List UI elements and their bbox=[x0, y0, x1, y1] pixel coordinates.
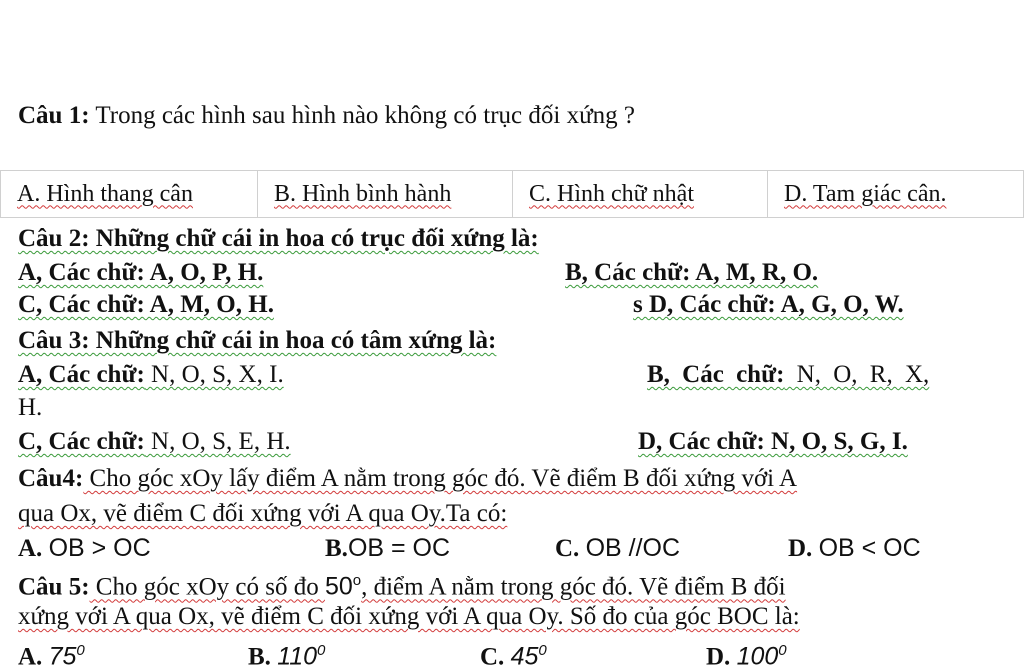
question-5-line-1: Câu 5: Cho góc xOy có số đo 50$^o$, điểm A nằm trong góc đó. Vẽ điểm B đối bbox=[18, 572, 786, 601]
question-1-options-table bbox=[0, 170, 1024, 218]
q3-option-b-continued: H. bbox=[18, 394, 43, 421]
q3-option-a: A, Các chữ: N, O, S, X, I. bbox=[18, 361, 284, 388]
q4-option-b: B.OB = OC bbox=[325, 534, 451, 562]
question-5-number: Câu 5: bbox=[18, 573, 90, 601]
q3-option-b: B, Các chữ: N, O, R, X, bbox=[647, 361, 930, 388]
q5-option-c: C. $45^0$ bbox=[480, 642, 547, 671]
q1-option-d: D. Tam giác cân. bbox=[768, 171, 1024, 218]
q2-option-d: s D, Các chữ: A, G, O, W. bbox=[633, 291, 904, 318]
q2-option-a: A, Các chữ: A, O, P, H. bbox=[18, 259, 264, 286]
q5-option-d: D. $100^0$ bbox=[706, 642, 787, 671]
question-5-line-2: xứng với A qua Ox, vẽ điểm C đối xứng với A qua Oy. Số đo của góc BOC là: bbox=[18, 603, 800, 630]
q5-option-b: B. $110^0$ bbox=[248, 642, 326, 671]
question-4-number: Câu4: bbox=[18, 465, 84, 492]
q4-option-a: A. OB > OC bbox=[18, 534, 151, 562]
angle-measure: 50 bbox=[324, 572, 353, 601]
q3-option-d: D, Các chữ: N, O, S, G, I. bbox=[638, 428, 908, 455]
question-4-line-2: qua Ox, vẽ điểm C đối xứng với A qua Oy.Ta có: bbox=[18, 500, 508, 527]
q1-option-b: B. Hình bình hành bbox=[258, 171, 513, 218]
q2-option-b: B, Các chữ: A, M, R, O. bbox=[565, 259, 819, 286]
question-1-text: Trong các hình sau hình nào không có trục đối xứng ? bbox=[89, 102, 635, 129]
question-1-number: Câu 1: bbox=[18, 102, 90, 129]
question-1 bbox=[18, 101, 635, 131]
question-4-line-1: Câu4: Cho góc xOy lấy điểm A nằm trong góc đó. Vẽ điểm B đối xứng với A bbox=[18, 465, 798, 492]
q3-option-c: C, Các chữ: N, O, S, E, H. bbox=[18, 428, 291, 455]
question-3-title: Câu 3: Những chữ cái in hoa có tâm xứng là: bbox=[18, 327, 497, 354]
q1-option-a: A. Hình thang cân bbox=[1, 171, 258, 218]
degree-symbol: o bbox=[352, 572, 362, 589]
q5-option-a: A. $75^0$ bbox=[18, 642, 85, 671]
q4-option-c: C. OB //OC bbox=[555, 534, 681, 562]
q2-option-c: C, Các chữ: A, M, O, H. bbox=[18, 291, 274, 318]
q4-option-d: D. OB < OC bbox=[788, 534, 921, 562]
q1-option-c: C. Hình chữ nhật bbox=[513, 171, 768, 218]
question-2-title: Câu 2: Những chữ cái in hoa có trục đối xứng là: bbox=[18, 225, 539, 252]
